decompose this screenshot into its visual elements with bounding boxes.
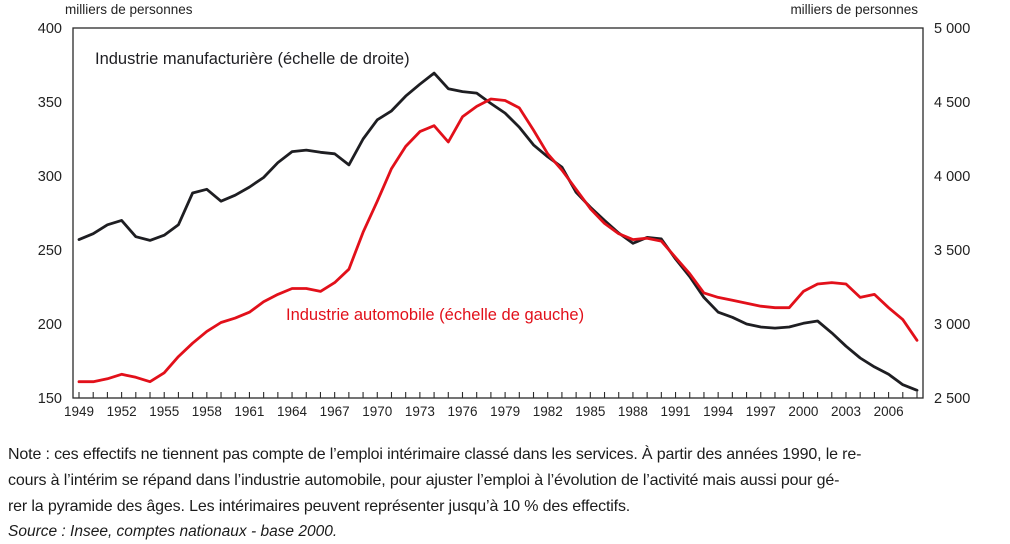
- x-axis-year-label: 2003: [830, 404, 862, 419]
- x-axis-year-label: 1982: [532, 404, 563, 419]
- left-axis-tick-label: 350: [37, 95, 62, 111]
- left-axis-title: milliers de personnes: [65, 2, 193, 17]
- x-axis-year-label: 1973: [404, 404, 435, 419]
- left-axis-tick-label: 400: [37, 21, 62, 37]
- x-axis-year-label: 2006: [873, 404, 904, 419]
- x-axis-year-label: 1961: [234, 404, 265, 419]
- manufacturing-series-label: Industrie manufacturière (échelle de droite): [95, 50, 410, 68]
- x-axis-year-label: 1952: [106, 404, 137, 419]
- x-axis-year-label: 1985: [575, 404, 606, 419]
- x-axis-year-label: 1976: [447, 404, 478, 419]
- right-axis-tick-label: 5 000: [934, 21, 971, 37]
- note-text: [8, 442, 1008, 520]
- x-axis-year-label: 1955: [149, 404, 180, 419]
- right-axis-tick-label: 3 500: [934, 243, 971, 259]
- right-axis-tick-label: 4 000: [934, 169, 971, 185]
- right-axis-tick-label: 4 500: [934, 95, 971, 111]
- plot-frame: [73, 28, 923, 398]
- left-axis-tick-label: 300: [37, 169, 62, 185]
- x-axis-year-label: 1958: [191, 404, 222, 419]
- automobile-series-label: Industrie automobile (échelle de gauche): [286, 306, 585, 324]
- right-axis-title: milliers de personnes: [790, 2, 918, 17]
- automobile-line: [79, 99, 917, 382]
- note-line: Note : ces effectifs ne tiennent pas compte de l’emploi intérimaire classé dans les services. À partir des années 1990, le re-: [8, 446, 862, 463]
- left-axis-tick-label: 250: [37, 243, 62, 259]
- x-axis-year-label: 2000: [788, 404, 819, 419]
- x-axis-year-label: 1979: [490, 404, 521, 419]
- right-axis-tick-label: 2 500: [934, 391, 971, 407]
- x-axis-year-label: 1988: [617, 404, 648, 419]
- x-axis-year-label: 1997: [745, 404, 776, 419]
- note-line: rer la pyramide des âges. Les intérimaires peuvent représenter jusqu’à 10 % des effectifs.: [8, 498, 631, 515]
- manufacturing-line: [79, 73, 917, 390]
- source-text: Source : Insee, comptes nationaux - base 2000.: [8, 523, 338, 540]
- x-axis-year-label: 1994: [703, 404, 734, 419]
- x-axis-year-label: 1970: [362, 404, 393, 419]
- x-axis-year-label: 1949: [63, 404, 95, 419]
- left-axis-tick-label: 150: [37, 391, 62, 407]
- x-axis-year-label: 1964: [277, 404, 308, 419]
- note-line: cours à l’intérim se répand dans l’industrie automobile, pour ajuster l’emploi à l’évolution de l’activité mais aussi pour gé-: [8, 472, 840, 489]
- right-axis-tick-label: 3 000: [934, 317, 971, 333]
- x-axis-year-label: 1967: [319, 404, 350, 419]
- left-axis-tick-label: 200: [37, 317, 62, 333]
- x-axis-year-label: 1991: [660, 404, 691, 419]
